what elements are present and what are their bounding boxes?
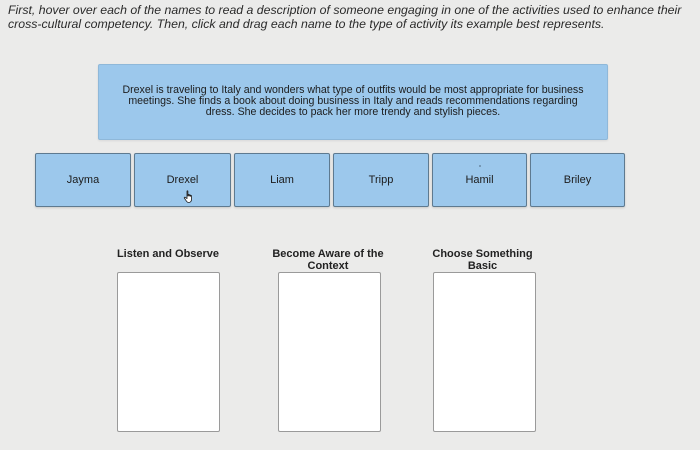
name-card-liam[interactable] [234, 153, 330, 207]
name-label: Briley [563, 174, 592, 186]
name-label: Jayma [66, 174, 100, 186]
hand-pointer-icon [183, 190, 195, 204]
instructions-text: First, hover over each of the names to read a description of someone engaging in one of the activities used to enhance their cross-cultural competency. Then, click and drag each name to the type of activity its example best represents. [8, 3, 682, 31]
name-label: Hamil [465, 174, 494, 186]
description-panel [98, 64, 608, 140]
description-text: Drexel is traveling to Italy and wonders what type of outfits would be most appropriate for business meetings. She finds a book about doing business in Italy and reads recommendations regarding dress. She decides to pack her more trendy and stylish pieces. [122, 84, 584, 118]
card-mark [479, 165, 481, 167]
name-card-tripp[interactable] [333, 153, 429, 207]
name-label: Tripp [368, 174, 394, 186]
drop-zone-become-aware[interactable] [278, 272, 381, 432]
category-title-become-aware: Become Aware of the Context [272, 248, 384, 272]
name-card-jayma[interactable] [35, 153, 131, 207]
drop-zone-listen-observe[interactable] [117, 272, 220, 432]
category-title-listen-observe: Listen and Observe [116, 248, 220, 260]
drop-zone-choose-basic[interactable] [433, 272, 536, 432]
name-label: Drexel [166, 174, 199, 186]
name-card-hamil[interactable] [432, 153, 527, 207]
name-label: Liam [270, 174, 294, 186]
name-card-drexel[interactable] [134, 153, 231, 207]
name-card-briley[interactable] [530, 153, 625, 207]
category-title-choose-basic: Choose Something Basic [432, 248, 533, 272]
